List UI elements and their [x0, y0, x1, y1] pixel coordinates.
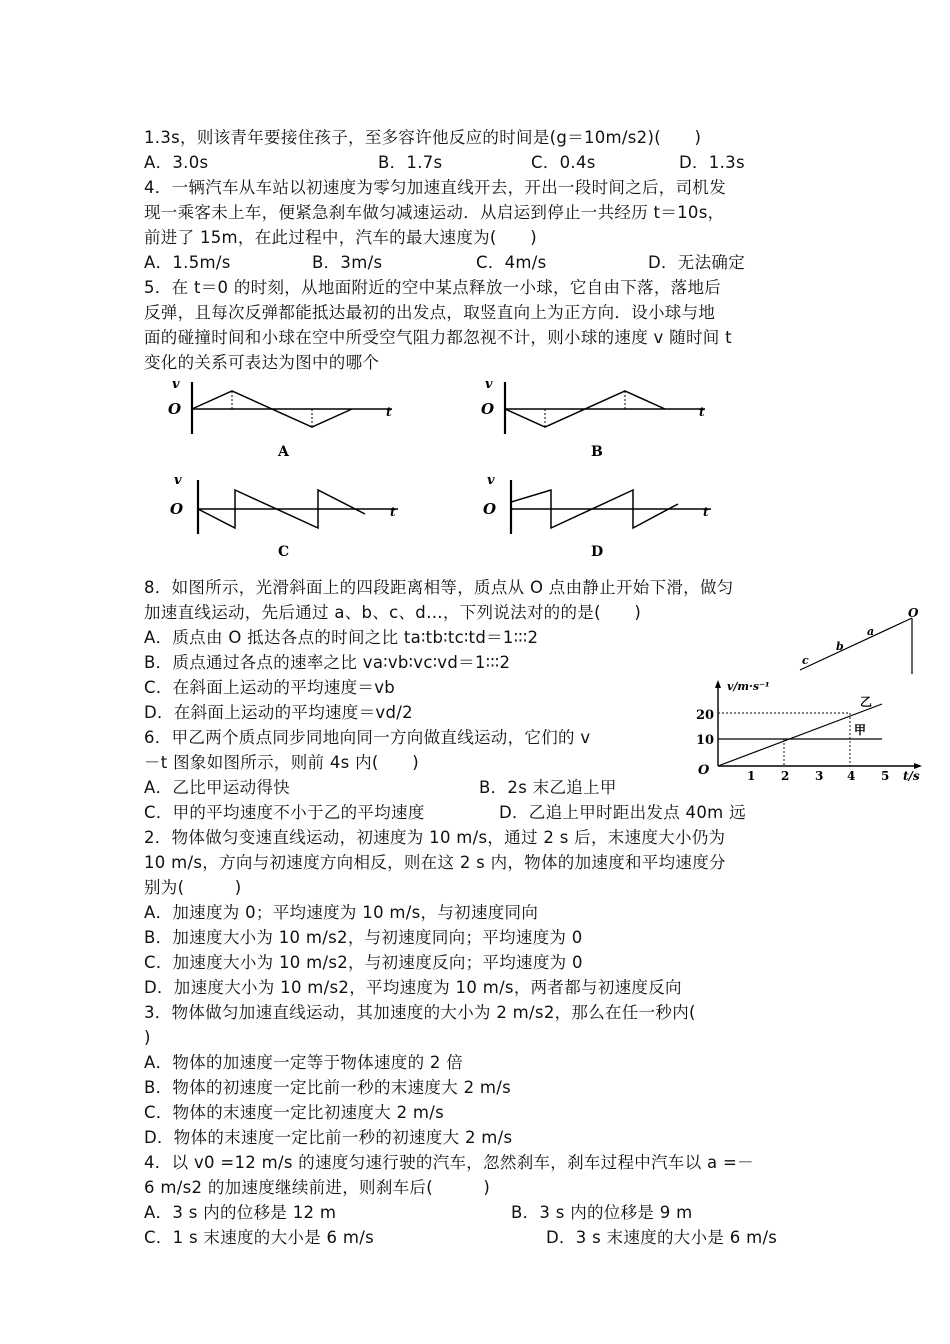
graph-d — [483, 473, 711, 560]
graph-label-d: D — [591, 544, 604, 560]
question-4a-line-2: 现一乘客未上车，便紧急刹车做匀减速运动．从启运到停止一共经历 t＝10s， — [144, 203, 725, 222]
origin-label: O — [483, 500, 497, 518]
question-2-line-2: 10 m/s，方向与初速度方向相反，则在这 2 s 内，物体的加速度和平均速度分 — [144, 853, 726, 872]
v-axis-label: v — [172, 377, 180, 392]
series-jia-label: 甲 — [854, 723, 867, 737]
graph-label-b: B — [591, 444, 603, 460]
question-2-line-3: 别为( ) — [144, 878, 242, 897]
question-4a-line-1: 4．一辆汽车从车站以初速度为零匀加速直线开去，开出一段时间之后，司机发 — [144, 178, 726, 197]
x-tick-2: 2 — [781, 769, 790, 783]
question-6-line-2: －t 图象如图所示，则前 4s 内( ) — [144, 753, 419, 772]
option-a: A．3 s 内的位移是 12 m — [144, 1203, 337, 1222]
incline-figure — [790, 608, 930, 678]
vt-graph-q6 — [696, 676, 936, 786]
question-5-line-1: 5．在 t＝0 的时刻，从地面附近的空中某点释放一小球，它自由下落，落地后 — [144, 278, 722, 297]
x-tick-5: 5 — [881, 769, 890, 783]
t-axis-label: t — [699, 405, 705, 419]
option-a: A．3.0s — [144, 153, 209, 172]
v-axis-label: v — [487, 473, 495, 488]
option-d: D．在斜面上运动的平均速度＝vd/2 — [144, 703, 413, 722]
question-text-line: 1.3s，则该青年要接住孩子，至多容许他反应的时间是(g＝10m/s2)( ) — [144, 128, 702, 147]
question-5-line-2: 反弹，且每次反弹都能抵达最初的出发点，取竖直向上为正方向．设小球与地 — [144, 303, 716, 322]
graph-b — [481, 377, 705, 460]
question-5-line-4: 变化的关系可表达为图中的哪个 — [144, 353, 380, 372]
question-4b-line-2: 6 m/s2 的加速度继续前进，则刹车后( ) — [144, 1178, 491, 1197]
option-b: B．质点通过各点的速率之比 va∶vb∶vc∶vd＝1∶∶∶2 — [144, 653, 511, 672]
v-axis-label: v — [485, 377, 493, 392]
option-d: D．物体的末速度一定比前一秒的初速度大 2 m/s — [144, 1128, 513, 1147]
x-tick-4: 4 — [847, 769, 856, 783]
option-c: C．加速度大小为 10 m/s2，与初速度反向；平均速度为 0 — [144, 953, 583, 972]
graph-a — [168, 377, 392, 460]
option-b: B．3m/s — [312, 253, 383, 272]
option-a: A．1.5m/s — [144, 253, 231, 272]
option-d: D．1.3s — [679, 153, 745, 172]
option-b: B．物体的初速度一定比前一秒的末速度大 2 m/s — [144, 1078, 512, 1097]
option-c: C．4m/s — [476, 253, 547, 272]
option-c: C．甲的平均速度不小于乙的平均速度 — [144, 803, 425, 822]
option-b: B．2s 末乙追上甲 — [479, 778, 617, 797]
graph-label-a: A — [278, 444, 289, 460]
point-b-label: b — [836, 640, 844, 653]
t-axis-label: t — [703, 505, 709, 519]
x-axis-label: t/s — [903, 769, 920, 783]
option-c: C．1 s 末速度的大小是 6 m/s — [144, 1228, 375, 1247]
question-6-line-1: 6．甲乙两个质点同步同地向同一方向做直线运动，它们的 v — [144, 728, 591, 747]
point-a-label: a — [867, 625, 875, 638]
option-d: D．加速度大小为 10 m/s2，平均速度为 10 m/s，两者都与初速度反向 — [144, 978, 682, 997]
option-a: A．物体的加速度一定等于物体速度的 2 倍 — [144, 1053, 464, 1072]
question-3-line-1: 3．物体做匀加速直线运动，其加速度的大小为 2 m/s2，那么在任一秒内( — [144, 1003, 696, 1022]
graph-label-c: C — [278, 544, 290, 560]
option-b: B．3 s 内的位移是 9 m — [511, 1203, 693, 1222]
origin-label: O — [170, 500, 184, 518]
t-axis-label: t — [390, 505, 396, 519]
origin-label: O — [698, 763, 710, 778]
option-c: C．0.4s — [531, 153, 596, 172]
v-axis-label: v — [174, 473, 182, 488]
question-2-line-1: 2．物体做匀变速直线运动，初速度为 10 m/s，通过 2 s 后，末速度大小仍为 — [144, 828, 726, 847]
option-a: A．加速度为 0；平均速度为 10 m/s，与初速度同向 — [144, 903, 539, 922]
question-4a-line-3: 前进了 15m，在此过程中，汽车的最大速度为( ) — [144, 228, 537, 247]
question-3-line-2: ) — [144, 1028, 151, 1047]
point-c-label: c — [802, 654, 809, 667]
x-tick-3: 3 — [815, 769, 824, 783]
graph-c — [170, 473, 398, 560]
option-a: A．质点由 O 抵达各点的时间之比 ta∶tb∶tc∶td＝1∶∶∶2 — [144, 628, 539, 647]
question-8-line-2: 加速直线运动，先后通过 a、b、c、d…，下列说法对的的是( ) — [144, 603, 642, 622]
option-b: B．1.7s — [378, 153, 443, 172]
y-tick-10: 10 — [696, 733, 715, 748]
option-c: C．在斜面上运动的平均速度＝vb — [144, 678, 396, 697]
x-tick-1: 1 — [747, 769, 756, 783]
option-b: B．加速度大小为 10 m/s2，与初速度同向；平均速度为 0 — [144, 928, 583, 947]
option-a: A．乙比甲运动得快 — [144, 778, 290, 797]
y-axis-label: v/m·s⁻¹ — [727, 680, 770, 693]
y-tick-20: 20 — [696, 708, 715, 723]
point-o-label: O — [908, 608, 919, 620]
question-5-line-3: 面的碰撞时间和小球在空中所受空气阻力都忽视不计，则小球的速度 v 随时间 t — [144, 328, 732, 347]
question-8-line-1: 8．如图所示，光滑斜面上的四段距离相等，质点从 O 点由静止开始下滑，做匀 — [144, 578, 734, 597]
question-4b-line-1: 4．以 v0 =12 m/s 的速度匀速行驶的汽车，忽然刹车，刹车过程中汽车以 a =－ — [144, 1153, 754, 1172]
t-axis-label: t — [386, 405, 392, 419]
option-d: D．乙追上甲时距出发点 40m 远 — [499, 803, 746, 822]
origin-label: O — [481, 400, 495, 418]
origin-label: O — [168, 400, 182, 418]
option-c: C．物体的末速度一定比初速度大 2 m/s — [144, 1103, 445, 1122]
option-d: D．3 s 末速度的大小是 6 m/s — [546, 1228, 778, 1247]
series-yi-label: 乙 — [860, 695, 873, 709]
option-d: D．无法确定 — [648, 253, 746, 272]
vt-graphs-figure — [160, 372, 720, 562]
